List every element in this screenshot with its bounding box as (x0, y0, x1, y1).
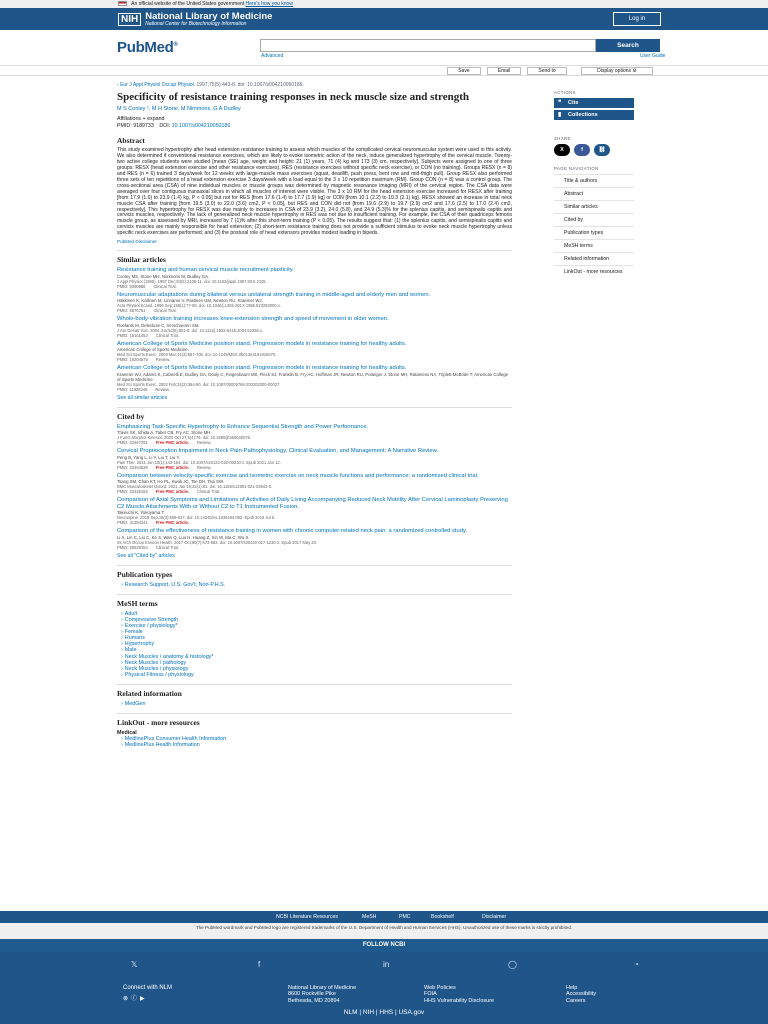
article-title: Specificity of resistance training responses in neck muscle size and strength (117, 91, 469, 103)
free-pmc-badge[interactable]: Free PMC article. (155, 464, 189, 470)
bookmark-icon: ▮ (558, 112, 562, 118)
hhs-link[interactable]: HHS (379, 1009, 394, 1016)
quote-icon: ❝ (558, 100, 562, 106)
abstract-text: This study examined hypertrophy after head extension resistance training to assess which muscles of the complicated cervical neuromuscular system were used in this activity. We also determined if conventional resistance exercises, which are likely to evoke isometric action of the neck, induce generalized hypertrophy of the cervical muscle. Twenty-two active college students were studied [mean (SE) age, weight and height: 21 (1) years, 71 (4) kg and 173 (3) cm, respectively]. Subjects were assigned to one of three groups: RESX (head extension exercise and other resistance exercises), RES (resistance exercises without specific neck exercise), or CON (no training). Groups RESX (n = 8) and RES (n = 6) trained 3 days/week for 12 weeks with large-muscle mass exercises (squat, deadlift, push press, bent row and mid-thigh pull). Group RESX also performed three sets of ten repetitions of a head extension exercise 3 days/week with a load equal to the 3 x 10 repetition maximum (RM). Group CON (n = 8) was a control group. The cross-sectional area (CSA) of nine individual muscles or muscle groups was determined by magnetic resonance imaging (MRI) of the cervical region. The CSA data were averaged over four contiguous transaxial slices in which all muscles of interest were visible. The 3 x 10 RM for the head extension exercise increased for RESX after training [from 17.9 (1.0) to 23.9 (1.4) kg, P < 0.05] but not for RES [from 17.6 (1.4) to 17.7 (1.9) kg] or CON [from 10.1 (2.2) to 10.3 (2.1) kg]. RESX showed an increase in total neck muscle CSA after training [from 19.5 (3.0) to 22.0 (3.6) cm2, P < 0.05], but RES and CON did not [from 19.6 (2.9) to 19.7 (2.9) cm2 and 17.6 (2.5) to 17.0 (2.4) cm2, respectively]. This hypertrophy for RESX was due mainly to increases in CSA of 23.9 (3.2), 24.0 (5.8), and 24.9 (5.3)% for the splenius capitis, and semispinalis capitis and cervicis muscles, respectively. The lack of generalized neck muscle hypertrophy in RES was not due to insufficient training. For example, the CSA of their quadriceps femoris muscle group, as assessed by MRI, increased by 7 (1)% after this short-term training (P < 0.05). The results suggest that: (1) the splenius capitis, and semispinalis capitis and cervicis muscles are mainly responsible for head extension; (2) short-term resistance training does not provide a sufficient stimulus to evoke neck muscle hypertrophy unless specific neck exercises are performed; and (3) the postural role of head extensors provides modest loading in bipeds. (117, 147, 512, 237)
article-item (117, 267, 512, 289)
article-pmid: PMID: 19204579 (117, 357, 148, 363)
article-title-link[interactable]: Emphasizing Task-Specific Hypertrophy to Enhance Sequential Strength and Power Performance. (117, 423, 369, 430)
x-twitter-icon[interactable]: X (554, 144, 570, 156)
search-input[interactable] (260, 39, 596, 52)
article-citation: Pain Ther. 2021 Jun;10(1):143-164. doi: 10.1007/s40122-020-00230-z. Epub 2021 Jan 12. (117, 459, 281, 465)
article-pmid: PMID: 15161453 (117, 332, 148, 338)
article-citation: J Am Geriatr Soc. 2004 Jun;52(6):901-8. doi: 10.1111/j.1532-5415.2004.52256.x. (117, 327, 264, 333)
article-toolbar (0, 65, 768, 76)
article-pmid-row (117, 465, 512, 470)
nlm-title: National Library of Medicine (145, 11, 273, 22)
article-authors: American College of Sports Medicine. (117, 347, 189, 353)
pubmed-logo[interactable] (117, 39, 178, 56)
footer-link-disclaimer[interactable]: Disclaimer (482, 914, 507, 920)
footer-address-line: National Library of Medicine (288, 985, 357, 991)
divider (117, 407, 512, 408)
divider (117, 565, 512, 566)
article-citation: Acta Physiol Scand. 1996 Sep;158(1):77-88. doi: 10.1046/j.1365-201X.1996.523293000.x. (117, 303, 281, 309)
footer-link-mesh[interactable]: MeSH (362, 914, 377, 920)
mesh-terms-list (117, 611, 512, 678)
page-navigation-list (554, 174, 634, 278)
article-type: Review. (196, 464, 212, 470)
footer-link-ncbi-literature[interactable]: NCBI Literature Resources (276, 914, 338, 920)
footer-help-link[interactable]: Help (566, 985, 578, 991)
heres-how-link[interactable]: Here's how you know (245, 1, 293, 7)
display-options-label: Display options (597, 68, 632, 74)
article-citation: Int Arch Occup Environ Health. 2017 Oct;90(7):673-683. doi: 10.1007/s00420-017-1230-2. Epub 2017 May 20. (117, 539, 318, 545)
article-pmid: PMID: 33467291 (117, 440, 148, 446)
identifiers-row (117, 123, 512, 130)
article-pmid: PMID: 28528354 (117, 544, 148, 550)
free-pmc-badge[interactable]: Free PMC article. (155, 520, 189, 526)
nlm-link[interactable]: NLM (343, 1009, 358, 1016)
author-list[interactable]: M S Conley ¹, M H Stone, M Nimmons, G A Dudley (117, 106, 241, 112)
footer-policy-link[interactable]: Web Policies (424, 985, 456, 991)
pubmed-logo-text: PubMed (117, 39, 174, 56)
page-nav-item[interactable]: Related information (554, 252, 634, 265)
pubmed-logo-mark: ® (173, 42, 178, 48)
mesh-term-link[interactable]: › Neck Muscles / physiology (117, 666, 512, 672)
journal-link[interactable]: Eur J Appl Physiol Occup Physiol (120, 82, 194, 88)
article-authors: Li X, Lin C, Liu C, Ke S, Wan Q, Luo H, Huang Z, Xin W, Ma C, Wu S. (117, 534, 250, 540)
related-information-list (117, 701, 512, 707)
article-type: Review. (155, 386, 170, 392)
page-navigation-label: PAGE NAVIGATION (554, 166, 599, 171)
x-twitter-icon[interactable]: ⊗ (123, 996, 132, 1002)
article-item (117, 473, 512, 495)
mesh-term-link[interactable]: › Hypertrophy (117, 641, 512, 647)
ncbi-subtitle: National Center for Biotechnology Information (145, 21, 247, 27)
sidebar (554, 90, 634, 278)
actions-label: ACTIONS (554, 90, 576, 95)
footer-help-link[interactable]: Accessibility (566, 991, 596, 998)
article-type: Clinical Trial. (153, 308, 177, 314)
share-label: SHARE (554, 136, 571, 141)
trademark-note: The PubMed wordmark and PubMed logo are registered trademarks of the U.S. Department of Health and Human Services (HHS). Unauthorized use of these marks is strictly prohibited. (0, 923, 768, 939)
linkout-list (117, 736, 512, 748)
article-type: Review. (196, 440, 212, 446)
footer-help-link[interactable]: Careers (566, 997, 586, 1004)
mesh-term-link[interactable]: › Humans (117, 635, 512, 641)
article-item (117, 448, 512, 470)
search-button[interactable]: Search (596, 39, 660, 52)
footer-policy-link[interactable]: HHS Vulnerability Disclosure (424, 997, 495, 1004)
article-pmid-row (117, 545, 512, 550)
expand-affiliations-button[interactable]: + expand (142, 116, 165, 122)
facebook-icon[interactable]: f (258, 960, 261, 969)
gov-banner (0, 0, 768, 8)
user-guide-link[interactable]: User Guide (640, 53, 666, 59)
rss-icon[interactable]: ◔ (634, 960, 639, 969)
article-type: Clinical Trial. (155, 332, 179, 338)
article-pmid: PMID: 33464539 (117, 464, 148, 470)
article-authors: Häkkinen K, Kallinen M, Linnamo V, Pastinen UM, Newton RU, Kraemer WJ. (117, 298, 263, 304)
article-pmid-row (117, 387, 512, 392)
display-options-button[interactable] (581, 67, 653, 75)
article-type: Review. (155, 357, 171, 363)
send-to-button[interactable]: Send to (527, 67, 567, 75)
article-authors: Tsang SM, Chan KT, Ho PL, Kwok JC, Tse DH, Tsoi SW. (117, 479, 225, 485)
article-type: Clinical Trial. (196, 489, 221, 495)
connect-social-icons (123, 993, 148, 1002)
facebook-icon[interactable]: f (574, 144, 590, 156)
footer-bottom-links: NLM | NIH | HHS | USA.gov (343, 1009, 425, 1016)
similar-articles-heading: Similar articles (117, 255, 166, 265)
nlm-logo[interactable] (118, 12, 272, 27)
linkout-heading: LinkOut - more resources (117, 718, 200, 728)
linkout-link[interactable]: › MedlinePlus Consumer Health Information (117, 736, 512, 742)
usa-gov-link[interactable]: USA.gov (398, 1009, 425, 1016)
connect-nlm-label: Connect with NLM (123, 985, 173, 991)
article-pmid-row (117, 284, 512, 289)
article-pmid-row (117, 520, 512, 525)
linkout-link[interactable]: › MedlinePlus Health Information (117, 742, 512, 748)
login-button[interactable]: Log in (613, 12, 661, 26)
mesh-term-link[interactable]: › Male (117, 647, 512, 653)
collections-label: Collections (568, 112, 598, 118)
mesh-term-link[interactable]: › Neck Muscles / anatomy & histology* (117, 654, 512, 660)
article-item (117, 365, 512, 392)
cite-button[interactable] (554, 98, 634, 108)
help-links (566, 985, 596, 1004)
divider (117, 713, 512, 714)
page-nav-item[interactable]: LinkOut - more resources (554, 265, 634, 278)
footer-address-line: Bethesda, MD 20894 (288, 997, 340, 1004)
advanced-search-link[interactable]: Advanced (261, 53, 284, 59)
pubmed-disclaimer-link[interactable]: PubMed Disclaimer (117, 239, 157, 245)
mesh-term-link[interactable]: › Female (117, 629, 512, 635)
page-nav-item[interactable]: Publication types (554, 226, 634, 239)
link-icon[interactable]: ⛓ (594, 144, 610, 156)
article-authors: Roelants M, Delecluse C, Verschueren SM. (117, 322, 200, 328)
mesh-term-link[interactable]: › Adult (117, 611, 512, 617)
article-item (117, 528, 512, 550)
article-authors: Travis SK, Ishida A, Taber CB, Fry AC, Stone MH. (117, 430, 212, 436)
article-item (117, 316, 512, 338)
youtube-icon[interactable]: ▶ (140, 996, 148, 1002)
article-citation: J Funct Morphol Kinesiol. 2020 Oct 27;5(4):76. doi: 10.3390/jfmk5040076. (117, 435, 252, 441)
linkout-medical-label: Medical (117, 730, 137, 737)
article-citation: Med Sci Sports Exerc. 2009 Mar;41(3):687-708. doi: 10.1249/MSS.0b013e3181915670. (117, 352, 277, 358)
divider (117, 594, 512, 595)
mesh-term-link[interactable]: › Exercise / physiology* (117, 623, 512, 629)
article-item (117, 292, 512, 314)
publication-types-list (117, 582, 512, 588)
facebook-icon[interactable]: ⓕ (131, 996, 141, 1002)
github-icon[interactable]: ◯ (508, 960, 517, 969)
gov-banner-text: An official website of the United States government (131, 1, 245, 7)
article-pmid: PMID: 31284341 (117, 520, 148, 526)
article-authors: Takeuchi K, Yokoyama T. (117, 510, 165, 516)
cited-by-list (117, 424, 512, 550)
mesh-term-link[interactable]: › Neck Muscles / pathology (117, 660, 512, 666)
nih-link[interactable]: NIH (362, 1009, 375, 1016)
article-title-link[interactable]: Comparison of the effectiveness of resistance training in women with chronic computer-related neck pain: a randomized controlled study. (117, 528, 468, 535)
chevron-right-icon: › (117, 82, 119, 88)
cite-label: Cite (568, 100, 579, 106)
free-pmc-badge[interactable]: Free PMC article. (155, 440, 189, 446)
article-pmid: PMID: 11828249 (117, 386, 148, 392)
article-authors: Conley MS, Stone MH, Nimmons M, Dudley GA. (117, 273, 210, 279)
pmid-value: 9189733 (133, 123, 154, 129)
article-authors: Peng B, Yang L, Li Y, Liu T, Liu Y. (117, 454, 180, 460)
publication-type-link[interactable]: › Research Support, U.S. Gov't, Non-P.H.S. (117, 582, 512, 588)
footer-address-line: 8600 Rockville Pike (288, 991, 336, 998)
abstract-heading: Abstract (117, 136, 145, 145)
article-pmid: PMID: 9390988 (117, 283, 146, 289)
page-nav-item[interactable]: Similar articles (554, 200, 634, 213)
share-buttons (554, 144, 634, 156)
article-title-link[interactable]: Cervical Proprioception Impairment in Neck Pain-Pathophysiology, Clinical Evaluation, and Management: A Narrative Review. (117, 448, 439, 455)
policy-links (424, 985, 494, 1004)
article-title-link[interactable]: Resistance training and human cervical muscle recruitment plasticity. (117, 267, 294, 274)
free-pmc-badge[interactable]: Free PMC article. (155, 489, 189, 495)
page-nav-item[interactable]: MeSH terms (554, 239, 634, 252)
article-item (117, 497, 512, 525)
publication-types-heading: Publication types (117, 569, 173, 579)
article-title-link[interactable]: Comparison of Axial Symptoms and Limitations of Activities of Daily Living Accompanying Reduced Neck Mobility After Cervical Laminoplasty Preserving C2 Muscle Attachments With or Without C2 to T1 Instrumented Fusion. (117, 497, 508, 510)
us-flag-icon (118, 1, 127, 6)
pmid-label: PMID: (117, 123, 132, 129)
follow-ncbi-heading: FOLLOW NCBI (0, 939, 768, 952)
article-citation: BMC Musculoskelet Disord. 2021 Jan 16;22(1):81. doi: 10.1186/s12891-021-03943-0. (117, 484, 273, 490)
article-title-link[interactable]: Whole-body-vibration training increases knee-extension strength and speed of movement in older women. (117, 316, 389, 323)
article-pmid-row (117, 440, 512, 445)
related-information-heading: Related information (117, 688, 182, 698)
article-title-link[interactable]: Comparison between velocity-specific exercise and isometric exercise on neck muscle functions and performance: a randomised clinical trial. (117, 472, 479, 479)
similar-articles-list (117, 267, 512, 392)
article-citation: Neurospine. 2019 Sep;16(3):608-617. doi: 10.14245/ns.1836184.092. Epub 2019 Jul 5. (117, 515, 276, 521)
divider (117, 250, 512, 251)
article-citation: Med Sci Sports Exerc. 2002 Feb;34(2):364-80. doi: 10.1097/00005768-200202000-00027. (117, 381, 281, 387)
article-pmid: PMID: 8876751 (117, 308, 146, 314)
nih-box-logo: NIH (118, 13, 141, 26)
article-pmid-row (117, 333, 512, 338)
citation-details: . 1997;75(5):443-8. doi: 10.1007/s004210050186. (193, 82, 304, 88)
article-title-link[interactable]: Neuromuscular adaptations during bilateral versus unilateral strength training in middle-aged and elderly men and women. (117, 291, 431, 298)
footer-links-bar (0, 911, 768, 923)
article-type: Clinical Trial. (155, 544, 179, 550)
mesh-term-link[interactable]: › Physical Fitness / physiology (117, 672, 512, 678)
x-twitter-icon[interactable]: 𝕏 (131, 960, 138, 969)
mesh-term-link[interactable]: › Compressive Strength (117, 617, 512, 623)
related-info-link[interactable]: › MedGen (117, 701, 512, 707)
gear-icon: ⚙ (632, 68, 637, 74)
cited-by-heading: Cited by (117, 411, 145, 421)
article-pmid-row (117, 489, 512, 494)
article-title-link[interactable]: American College of Sports Medicine position stand. Progression models in resistance training for healthy adults. (117, 340, 407, 347)
nih-header (0, 8, 768, 30)
see-all-cited-link[interactable]: See all "Cited by" articles (117, 552, 175, 559)
article-pmid-row (117, 357, 512, 362)
see-all-similar-link[interactable]: See all similar articles (117, 394, 168, 401)
page-nav-item[interactable]: Title & authors (554, 174, 634, 187)
footer-link-bookshelf[interactable]: Bookshelf (431, 914, 454, 920)
article-title-link[interactable]: American College of Sports Medicine position stand. Progression models in resistance training for healthy adults. (117, 365, 407, 372)
doi-link[interactable]: 10.1007/s004210050186 (171, 123, 231, 129)
affiliations-label: Affiliations (117, 116, 142, 122)
article-type: Clinical Trial. (153, 283, 177, 289)
article-pmid-row (117, 308, 512, 313)
email-button[interactable]: Email (487, 67, 521, 75)
page-nav-item[interactable]: Cited by (554, 213, 634, 226)
collections-button[interactable] (554, 110, 634, 120)
affiliations-row (117, 116, 512, 123)
main-content (117, 80, 512, 748)
article-item (117, 424, 512, 446)
doi-label: DOI: (159, 123, 171, 129)
divider (117, 684, 512, 685)
linkedin-icon[interactable]: in (383, 960, 390, 969)
citation-line (117, 82, 512, 88)
article-pmid: PMID: 33446159 (117, 489, 148, 495)
save-button[interactable]: Save (447, 67, 481, 75)
article-citation: J Appl Physiol (1985). 1997 Dec;83(6):2105-11. doi: 10.1152/jappl.1997.83.6.2105. (117, 278, 267, 284)
footer-link-pmc[interactable]: PMC (399, 914, 411, 920)
mesh-terms-heading: MeSH terms (117, 598, 158, 608)
article-item (117, 341, 512, 363)
footer-policy-link[interactable]: FOIA (424, 991, 437, 998)
nlm-address (288, 985, 356, 1004)
page-nav-item[interactable]: Abstract (554, 187, 634, 200)
article-authors: Kraemer WJ, Adams K, Cafarelli E, Dudley GA, Dooly C, Feigenbaum MS, Fleck SJ, Franklin B, Fry AC, Hoffman JR, Newton RU, Potteiger J, Stone MH, Ratamess NA, Triplett-McBride T; American College of Sports Medicine. (117, 371, 508, 382)
